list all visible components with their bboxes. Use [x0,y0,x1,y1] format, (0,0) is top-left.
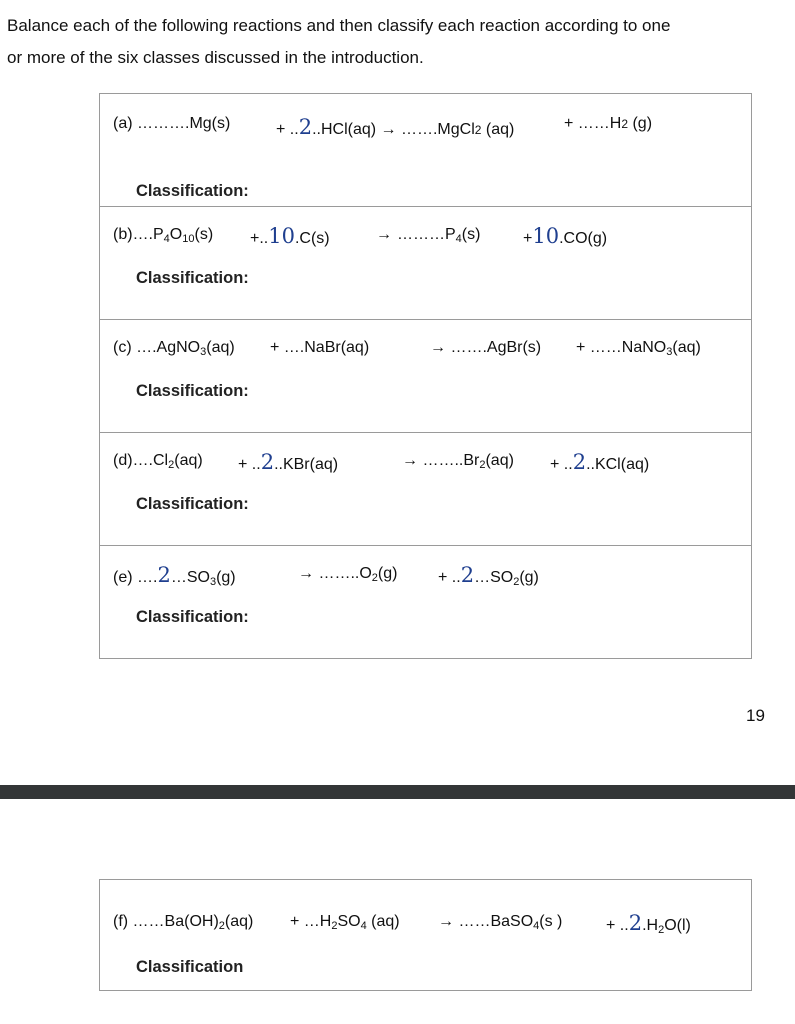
reaction-b-arrow: → [376,226,392,243]
reaction-b-reactant-2: +..10.C(s) [250,224,330,248]
reaction-b-coef-co: 10 [532,224,560,248]
reaction-e-equation [100,560,751,590]
reaction-f-equation [100,910,751,940]
instructions-line-1: Balance each of the following reactions and then classify each reaction according to one [7,16,671,35]
reaction-b-row [100,207,751,320]
reaction-e-product-2: + $..2\dots SO_2(g)$ [438,563,539,588]
reaction-b-equation [100,221,751,251]
reaction-d-product-1: → $\dots\dots..Br_2(aq)$ [402,452,514,471]
reaction-a-reactant-2: + ..2..HCl(aq) → …….MgCl2 (aq) [276,115,515,139]
reaction-b-coef-c: 10 [268,224,295,248]
reaction-e-reactant: (e) $\dots.2\dots SO_3(g)$ [113,563,236,588]
reaction-b-product-1: $\dots\dots\dots P_4(s)$ [397,226,481,245]
reaction-a-classification: Classification: [136,182,249,200]
reaction-e-classification: Classification: [136,608,249,626]
reaction-b-product-2: +10.CO(g) [523,224,608,248]
reaction-c-equation [100,334,751,364]
reaction-f-classification: Classification [136,958,244,976]
reaction-d-product-2: + ..2..KCl(aq) [550,450,650,474]
reaction-d-coef-kbr: 2 [260,450,275,474]
reaction-c-product-1: → …….AgBr(s) [430,339,542,356]
page-divider [0,785,795,799]
reaction-a-equation [100,110,751,140]
reaction-d-coef-kcl: 2 [572,450,587,474]
reaction-c-product-2: + ……NaNO$_3$(aq) [576,339,701,358]
reaction-a-coef-hcl: 2 [298,115,313,139]
reaction-c-reactant-1: (c) ….AgNO$_3$(aq) [113,339,235,358]
reaction-c-row [100,320,751,433]
reaction-f-reactant-2: + $\dots H_2SO_4$ (aq) [290,913,400,932]
instructions [7,10,787,74]
reaction-a-row [100,94,751,207]
reaction-b-reactant-1: $(b)\dots.P_4O_{10}(s)$ [113,226,214,245]
reaction-a-reactant-1: (a) ……….Mg(s) [113,115,231,132]
instructions-line-2: or more of the six classes discussed in the introduction. [7,48,424,67]
reaction-f-product-1: → ……BaSO$_4$(s ) [438,913,563,932]
reaction-e-product-1: → $\dots\dots..O_2(g)$ [298,565,398,584]
reaction-e-row [100,546,751,658]
page-number: 19 [746,706,765,725]
reaction-e-coef-so2: 2 [460,563,475,587]
reaction-a-product-2: + ……H2 (g) [564,115,653,132]
reaction-b-classification: Classification: [136,269,249,287]
reaction-d-reactant-1: $(d)\dots.Cl_2(aq)$ [113,452,203,471]
reaction-d-row [100,433,751,546]
reaction-c-classification: Classification: [136,382,249,400]
reaction-f-product-2: + $..2.H_2O(l)$ [606,911,691,936]
reaction-d-equation [100,447,751,477]
reaction-e-coef-so3: 2 [157,563,171,587]
reaction-f-coef-h2o: 2 [628,911,643,935]
reaction-c-reactant-2: + ….NaBr(aq) [270,339,370,356]
reaction-f-box [99,879,752,991]
reaction-d-classification: Classification: [136,495,249,513]
reactions-table [99,93,752,659]
reaction-f-reactant-1: (f) $\dots\dots Ba(OH)_2(aq)$ [113,913,254,932]
reaction-d-reactant-2: + ..2..KBr(aq) [238,450,339,474]
